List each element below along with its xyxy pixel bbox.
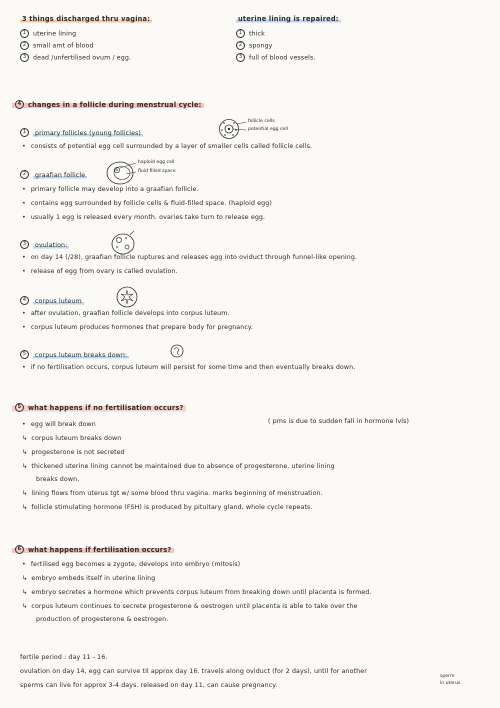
section5-heading: 5 what happens if no fertilisation occurs? [12, 403, 186, 413]
corpus-luteum-line: • after ovulation, graafian follicle develops into corpus luteum. [22, 310, 230, 318]
graafian-line: • contains egg surrounded by follicle cells & fluid-filled space. (haploid egg) [22, 200, 272, 208]
no-fert-line: ↳ corpus luteum breaks down [22, 435, 121, 443]
repaired-item: 3 full of blood vessels. [236, 53, 316, 63]
breaks-down-line: • if no fertilisation occurs, corpus luteum will persist for some time and then eventually breaks down. [22, 364, 355, 372]
fert-line: ↳ embryo embeds itself in uterine lining [22, 575, 155, 583]
repaired-heading: uterine lining is repaired: [238, 15, 339, 23]
corpus-luteum-line: • corpus luteum produces hormones that prepare body for pregnancy. [22, 324, 253, 332]
no-fert-line: • egg will break down [22, 421, 96, 429]
corpus-luteum-title: 4 corpus luteum [20, 296, 84, 306]
repaired-item: 1 thick [236, 29, 265, 39]
primary-follicle-title: 1 primary follicles (young follicles) [20, 128, 143, 138]
graafian-title: 2 graafian follicle [20, 170, 87, 180]
discharged-heading: 3 things discharged thru vagina: [22, 15, 151, 23]
repaired-item: 2 spongy [236, 41, 272, 51]
fert-line-cont: production of progesterone & oestrogen. [36, 616, 169, 623]
discharged-item: 1 uterine lining [20, 29, 76, 39]
fert-line: • fertilised egg becomes a zygote, develops into embryo (mitosis) [22, 561, 240, 569]
breaks-down-title: 5 corpus luteum breaks down: [20, 350, 129, 360]
no-fert-line: ↳ follicle stimulating hormone (FSH) is produced by pituitary gland, whole cycle repeats. [22, 504, 313, 512]
fertile-side-note: in uterus [440, 681, 461, 686]
no-fert-line: ↳ thickened uterine lining cannot be maintained due to absence of progesterone. uterine lining [22, 463, 335, 471]
fluid-space-label: fluid filled space [138, 169, 176, 174]
graafian-follicle-sketch [106, 160, 136, 186]
fertile-line: ovulation on day 14, egg can survive til approx day 16. travels along oviduct (for 2 days), until for another [20, 668, 367, 675]
graafian-line: • usually 1 egg is released every month. ovaries take turn to release egg. [22, 214, 265, 222]
breakdown-sketch [170, 344, 184, 358]
fert-line: ↳ corpus luteum continues to secrete progesterone & oestrogen until placenta is able to take over the [22, 603, 358, 611]
corpus-luteum-sketch [116, 286, 138, 308]
fert-line: ↳ embryo secretes a hormone which prevents corpus luteum from breaking down until placenta is formed. [22, 589, 371, 597]
primary-follicle-line: • consists of potential egg cell surrounded by a layer of smaller cells called follicle cells. [22, 143, 312, 151]
section4-heading: 4 changes in a follicle during menstrual cycle: [12, 100, 204, 110]
follicle-cells-label: follicle cells [248, 119, 275, 124]
haploid-egg-label: haploid egg cell [138, 160, 175, 165]
pms-note: ( pms is due to sudden fall in hormone lvls) [268, 418, 410, 425]
discharged-item: 3 dead /unfertilised ovum / egg. [20, 53, 131, 63]
potential-egg-label: potential egg cell [248, 127, 288, 132]
section6-heading: 6 what happens if fertilisation occurs? [12, 545, 174, 555]
ovulation-line: • on day 14 (/28), graafian follicle ruptures and releases egg into oviduct through funnel-like opening. [22, 254, 357, 262]
no-fert-line-cont: breaks down. [36, 476, 80, 483]
fertile-line: sperms can live for approx 3-4 days. released on day 11, can cause pregnancy. [20, 682, 278, 689]
discharged-item: 2 small amt of blood [20, 41, 94, 51]
fertile-side-note: sperm [440, 674, 455, 679]
primary-follicle-sketch [218, 118, 242, 140]
no-fert-line: ↳ progesterone is not secreted [22, 449, 125, 457]
graafian-line: • primary follicle may develop into a graafian follicle. [22, 186, 199, 194]
ovulation-title: 3 ovulation: [20, 240, 69, 250]
no-fert-line: ↳ lining flows from uterus tgt w/ some blood thru vagina. marks beginning of menstruation. [22, 490, 323, 498]
ovulation-sketch [110, 232, 136, 256]
fertile-period-title: fertile period : day 11 - 16. [20, 654, 108, 661]
ovulation-line: • release of egg from ovary is called ovulation. [22, 268, 178, 276]
